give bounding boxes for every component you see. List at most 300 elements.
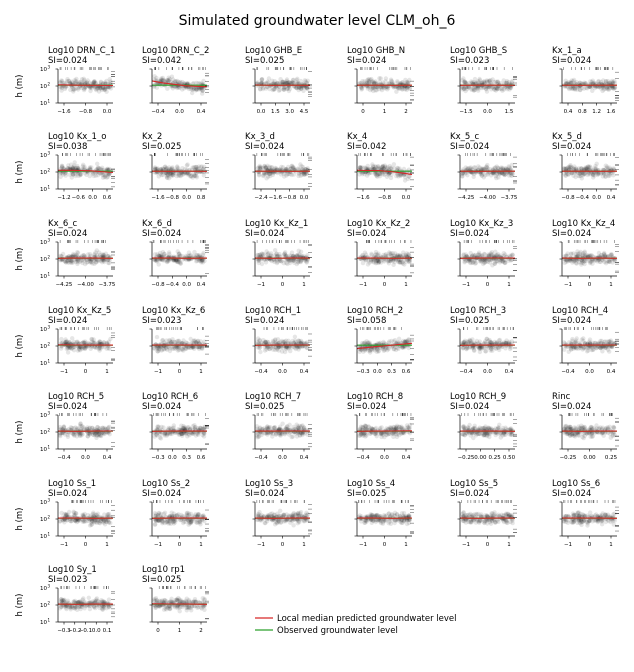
scatter-point <box>92 80 96 84</box>
x-tick-label: 1.2 <box>592 109 602 115</box>
panel-title: Log10 GHB_N <box>347 46 406 56</box>
x-tick-label: −4.25 <box>55 282 73 288</box>
x-tick-label: −1.2 <box>57 195 71 201</box>
y-tick-label: 10 <box>40 344 47 350</box>
scatter-point <box>485 89 489 93</box>
panel-3 <box>245 46 312 115</box>
panel-title: Log10 RCH_2 <box>347 306 404 316</box>
scatter-point <box>607 81 611 85</box>
x-tick-label: −1 <box>358 282 368 288</box>
x-tick-label: 0.0 <box>483 109 492 115</box>
panel-si-value: SI=0.025 <box>450 316 490 326</box>
panel-si-value: SI=0.024 <box>347 229 387 239</box>
scatter-point <box>591 79 595 83</box>
x-tick-label: −4.25 <box>457 195 475 201</box>
scatter-point <box>370 253 374 257</box>
scatter-point <box>89 347 93 351</box>
scatter-point <box>503 166 507 170</box>
y-tick-exponent: 2 <box>47 167 51 173</box>
scatter-point <box>176 249 180 253</box>
scatter-point <box>88 81 92 85</box>
scatter-point <box>564 173 568 177</box>
x-tick-label: 0.4 <box>606 195 616 201</box>
panel-title: Log10 Kx_Kz_4 <box>552 219 616 229</box>
panel-grid <box>15 46 619 634</box>
scatter-point <box>260 77 264 81</box>
scatter-point <box>255 340 259 344</box>
scatter-point <box>383 253 387 257</box>
scatter-point <box>367 342 371 346</box>
scatter-point <box>104 90 108 94</box>
x-tick-label: 0.4 <box>299 369 309 375</box>
scatter-point <box>476 252 480 256</box>
scatter-point <box>407 257 411 261</box>
x-tick-label: 0.0 <box>299 195 309 201</box>
scatter-point <box>88 174 92 178</box>
panel-2 <box>142 46 209 115</box>
scatter-point <box>190 91 194 95</box>
scatter-point <box>258 87 262 91</box>
x-tick-label: −0.6 <box>71 195 86 201</box>
scatter-point <box>296 260 300 264</box>
y-tick-label: 10 <box>40 170 47 176</box>
panel-si-value: SI=0.024 <box>245 142 285 152</box>
scatter-point <box>155 167 159 171</box>
panel-20 <box>142 306 209 375</box>
scatter-point <box>61 252 65 256</box>
x-tick-label: −0.8 <box>561 195 575 201</box>
panel-si-value: SI=0.038 <box>48 142 88 152</box>
scatter-point <box>185 162 189 166</box>
x-tick-label: −0.3 <box>356 369 370 375</box>
scatter-cloud <box>152 335 207 354</box>
scatter-point <box>82 88 86 92</box>
scatter-point <box>76 341 80 345</box>
scatter-point <box>366 86 370 90</box>
x-tick-label: 0 <box>382 282 387 288</box>
x-tick-label: 0 <box>587 282 592 288</box>
scatter-cloud <box>255 248 310 266</box>
y-axis-label: h (m) <box>15 247 25 271</box>
y-tick-exponent: 1 <box>47 271 51 277</box>
scatter-point <box>92 337 96 341</box>
scatter-point <box>604 164 608 168</box>
panel-si-value: SI=0.024 <box>552 229 592 239</box>
scatter-point <box>266 175 270 179</box>
x-tick-label: −3.75 <box>98 282 116 288</box>
panel-si-value: SI=0.024 <box>142 229 182 239</box>
x-tick-label: −1.6 <box>57 109 71 115</box>
y-tick-exponent: 3 <box>47 324 51 330</box>
x-tick-label: 1 <box>382 109 387 115</box>
scatter-point <box>472 254 476 258</box>
panel-title: Log10 GHB_E <box>245 46 303 56</box>
panel-title: Log10 Kx_Kz_1 <box>245 219 309 229</box>
scatter-point <box>475 339 479 343</box>
y-tick-exponent: 1 <box>47 184 51 190</box>
x-tick-label: 1 <box>199 369 203 375</box>
scatter-point <box>480 173 484 177</box>
scatter-point <box>597 79 601 83</box>
panel-title: Kx_2 <box>142 132 163 142</box>
x-tick-label: 0.0 <box>88 195 98 201</box>
x-tick-label: 0.0 <box>592 195 602 201</box>
x-tick-label: −1.6 <box>356 195 370 201</box>
panel-si-value: SI=0.024 <box>245 229 285 239</box>
scatter-point <box>280 80 284 84</box>
y-tick-label: 10 <box>40 257 47 263</box>
scatter-point <box>578 250 582 254</box>
x-tick-label: 1 <box>507 282 511 288</box>
panel-12 <box>552 132 619 201</box>
panel-title: Kx_1_a <box>552 46 582 56</box>
scatter-point <box>70 336 74 340</box>
x-tick-label: −1.6 <box>268 195 283 201</box>
panel-14 <box>142 219 209 288</box>
scatter-point <box>82 77 86 81</box>
y-tick-label: 10 <box>40 327 47 333</box>
scatter-point <box>167 250 171 254</box>
scatter-cloud <box>255 335 310 355</box>
scatter-point <box>366 262 370 266</box>
figure-title: Simulated groundwater level CLM_oh_6 <box>178 13 456 29</box>
scatter-point <box>401 261 405 265</box>
scatter-point <box>152 74 156 78</box>
y-tick-exponent: 3 <box>47 150 51 156</box>
scatter-point <box>473 165 477 169</box>
y-tick-exponent: 3 <box>47 64 51 70</box>
x-tick-label: 0 <box>485 282 490 288</box>
panel-title: Log10 GHB_S <box>450 46 508 56</box>
x-tick-label: 1 <box>302 282 306 288</box>
x-tick-label: 1 <box>404 282 408 288</box>
scatter-point <box>180 80 184 84</box>
panel-title: Kx_6_d <box>142 219 172 229</box>
y-tick-exponent: 2 <box>47 341 51 347</box>
scatter-point <box>371 85 375 89</box>
x-tick-label: −1 <box>256 282 266 288</box>
scatter-point <box>295 77 299 81</box>
x-tick-label: 0.0 <box>401 195 411 201</box>
y-tick-exponent: 3 <box>47 237 51 243</box>
x-tick-label: 0 <box>83 369 88 375</box>
scatter-point <box>299 170 303 174</box>
scatter-point <box>85 260 89 264</box>
scatter-point <box>568 163 572 167</box>
scatter-point <box>483 349 487 353</box>
scatter-point <box>64 260 68 264</box>
panel-10 <box>347 132 414 201</box>
scatter-point <box>588 165 592 169</box>
scatter-point <box>377 171 381 175</box>
scatter-point <box>571 251 575 255</box>
scatter-point <box>402 167 406 171</box>
y-axis-label: h (m) <box>15 160 25 184</box>
scatter-point <box>384 76 388 80</box>
scatter-point <box>301 342 305 346</box>
scatter-point <box>163 165 167 169</box>
scatter-point <box>59 78 63 82</box>
y-tick-label: 10 <box>40 274 47 280</box>
panel-5 <box>450 46 517 115</box>
scatter-point <box>66 350 70 354</box>
panel-15 <box>245 219 312 288</box>
scatter-point <box>597 251 601 255</box>
scatter-point <box>594 166 598 170</box>
scatter-point <box>96 173 100 177</box>
scatter-point <box>72 348 76 352</box>
scatter-point <box>102 341 106 345</box>
scatter-point <box>95 162 99 166</box>
scatter-point <box>65 77 69 81</box>
scatter-point <box>388 164 392 168</box>
scatter-cloud <box>58 248 112 266</box>
scatter-point <box>92 253 96 257</box>
scatter-point <box>573 175 577 179</box>
scatter-point <box>293 335 297 339</box>
median-prediction-line <box>58 85 113 86</box>
scatter-point <box>283 253 287 257</box>
scatter-point <box>403 175 407 179</box>
scatter-point <box>472 175 476 179</box>
scatter-point <box>468 260 472 264</box>
panel-si-value: SI=0.024 <box>48 229 88 239</box>
x-tick-label: 0.0 <box>278 369 287 375</box>
panel-13 <box>15 219 116 288</box>
scatter-point <box>69 259 73 263</box>
panel-title: Log10 Kx_Kz_2 <box>347 219 411 229</box>
scatter-point <box>511 253 515 257</box>
scatter-point <box>388 259 392 263</box>
x-tick-label: 0 <box>280 282 285 288</box>
x-tick-label: 4.5 <box>299 109 309 115</box>
scatter-point <box>284 261 288 265</box>
x-tick-label: 0.6 <box>102 195 112 201</box>
panel-si-value: SI=0.024 <box>552 142 592 152</box>
x-tick-label: −0.8 <box>165 195 180 201</box>
scatter-point <box>297 249 301 253</box>
x-tick-label: 2 <box>404 109 408 115</box>
scatter-point <box>192 165 196 169</box>
panel-8 <box>142 132 209 201</box>
x-tick-label: −0.4 <box>165 282 180 288</box>
x-tick-label: 0.0 <box>182 282 192 288</box>
panel-si-value: SI=0.024 <box>347 56 387 66</box>
panel-23 <box>450 306 517 375</box>
panel-1 <box>15 46 115 115</box>
scatter-point <box>59 88 63 92</box>
y-tick-exponent: 2 <box>47 254 51 260</box>
scatter-point <box>488 260 492 264</box>
panel-19 <box>15 306 115 375</box>
scatter-point <box>486 168 490 172</box>
y-tick-exponent: 1 <box>47 98 51 104</box>
scatter-point <box>278 259 282 263</box>
scatter-point <box>358 165 362 169</box>
scatter-point <box>189 87 193 91</box>
panel-title: Kx_5_c <box>450 132 480 142</box>
x-tick-label: −0.8 <box>151 282 165 288</box>
scatter-point <box>160 348 164 352</box>
scatter-point <box>196 166 200 170</box>
panel-si-value: SI=0.023 <box>450 56 490 66</box>
x-tick-label: 0.4 <box>196 109 206 115</box>
scatter-point <box>591 173 595 177</box>
scatter-point <box>88 89 92 93</box>
scatter-point <box>168 171 172 175</box>
scatter-point <box>175 171 179 175</box>
scatter-point <box>274 252 278 256</box>
scatter-point <box>297 345 301 349</box>
scatter-point <box>396 258 400 262</box>
scatter-point <box>299 164 303 168</box>
scatter-point <box>392 85 396 89</box>
panel-title: Log10 RCH_3 <box>450 306 507 316</box>
scatter-point <box>295 253 299 257</box>
panel-22 <box>347 306 414 375</box>
panel-title: Log10 Kx_1_o <box>48 132 107 142</box>
scatter-point <box>258 350 262 354</box>
panel-16 <box>347 219 414 288</box>
x-tick-label: 0 <box>361 109 365 115</box>
scatter-point <box>366 171 370 175</box>
x-tick-label: 0.0 <box>372 369 382 375</box>
x-tick-label: −1.6 <box>151 195 165 201</box>
scatter-point <box>389 78 393 82</box>
panel-si-value: SI=0.024 <box>450 229 490 239</box>
panel-si-value: SI=0.024 <box>48 56 88 66</box>
scatter-point <box>281 346 285 350</box>
scatter-point <box>391 263 395 267</box>
scatter-point <box>360 79 364 83</box>
y-tick-label: 10 <box>40 361 47 367</box>
panel-11 <box>450 132 518 201</box>
y-tick-exponent: 2 <box>47 81 51 87</box>
scatter-point <box>460 78 464 82</box>
panel-title: Log10 Kx_Kz_6 <box>142 306 206 316</box>
scatter-point <box>595 162 599 166</box>
y-tick-label: 10 <box>40 67 47 73</box>
y-axis-label: h (m) <box>15 74 25 98</box>
scatter-point <box>187 172 191 176</box>
x-tick-label: 0.4 <box>196 282 206 288</box>
scatter-point <box>59 337 63 341</box>
scatter-point <box>268 87 272 91</box>
scatter-point <box>277 348 281 352</box>
x-tick-label: 1 <box>609 282 613 288</box>
panel-9 <box>245 132 312 201</box>
panel-si-value: SI=0.024 <box>48 316 88 326</box>
x-tick-label: 0.4 <box>563 109 573 115</box>
x-tick-label: −4.00 <box>479 195 496 201</box>
scatter-point <box>470 170 474 174</box>
scatter-point <box>201 257 205 261</box>
x-tick-label: −1 <box>563 282 573 288</box>
scatter-point <box>573 258 577 262</box>
scatter-point <box>71 253 75 257</box>
scatter-point <box>202 173 206 177</box>
scatter-point <box>590 258 594 262</box>
panel-21 <box>245 306 312 375</box>
scatter-point <box>266 81 270 85</box>
scatter-point <box>305 253 309 257</box>
panel-title: Kx_5_d <box>552 132 582 142</box>
panel-title: Log10 DRN_C_1 <box>48 46 116 56</box>
x-tick-label: −1 <box>59 369 69 375</box>
scatter-point <box>578 170 582 174</box>
panel-7 <box>15 132 115 201</box>
scatter-point <box>257 170 261 174</box>
scatter-point <box>257 165 261 169</box>
scatter-point <box>494 176 498 180</box>
scatter-point <box>82 341 86 345</box>
x-tick-label: 0 <box>177 369 182 375</box>
scatter-point <box>73 160 77 164</box>
scatter-point <box>60 164 64 168</box>
x-tick-label: 1.5 <box>270 109 280 115</box>
x-tick-label: −0.8 <box>282 195 297 201</box>
x-tick-label: 0.0 <box>175 109 184 115</box>
scatter-point <box>380 88 384 92</box>
x-tick-label: −0.8 <box>78 109 93 115</box>
x-tick-label: −1.5 <box>459 109 473 115</box>
x-tick-label: 3.0 <box>285 109 295 115</box>
panel-si-value: SI=0.025 <box>142 142 182 152</box>
scatter-point <box>107 340 111 344</box>
x-tick-label: −3.75 <box>500 195 518 201</box>
scatter-cloud <box>357 162 412 183</box>
panel-title: Log10 RCH_1 <box>245 306 302 316</box>
scatter-point <box>260 262 264 266</box>
panel-title: Log10 DRN_C_2 <box>142 46 210 56</box>
scatter-point <box>286 346 290 350</box>
x-tick-label: −0.4 <box>151 109 165 115</box>
y-tick-label: 10 <box>40 187 47 193</box>
scatter-point <box>582 87 586 91</box>
scatter-point <box>186 345 190 349</box>
scatter-point <box>582 262 586 266</box>
scatter-point <box>469 86 473 90</box>
scatter-point <box>98 340 102 344</box>
scatter-point <box>68 88 72 92</box>
scatter-point <box>582 251 586 255</box>
x-tick-label: 0.0 <box>182 195 192 201</box>
panel-title: Log10 Kx_Kz_3 <box>450 219 514 229</box>
scatter-point <box>564 168 568 172</box>
x-tick-label: −0.8 <box>377 195 392 201</box>
scatter-point <box>265 164 269 168</box>
scatter-point <box>301 254 305 258</box>
scatter-point <box>477 170 481 174</box>
x-tick-label: −4.00 <box>77 282 94 288</box>
scatter-point <box>407 78 411 82</box>
x-tick-label: 0.8 <box>196 195 206 201</box>
scatter-point <box>394 90 398 94</box>
x-tick-label: 1.6 <box>606 109 616 115</box>
panel-si-value: SI=0.025 <box>245 56 285 66</box>
scatter-point <box>401 253 405 257</box>
y-tick-exponent: 1 <box>47 358 51 364</box>
panel-si-value: SI=0.024 <box>245 316 285 326</box>
y-tick-label: 10 <box>40 101 47 107</box>
scatter-point <box>58 175 62 179</box>
x-tick-label: −1 <box>153 369 163 375</box>
scatter-point <box>407 174 411 178</box>
scatter-point <box>373 172 377 176</box>
scatter-point <box>586 173 590 177</box>
scatter-point <box>263 348 267 352</box>
scatter-point <box>197 258 201 262</box>
